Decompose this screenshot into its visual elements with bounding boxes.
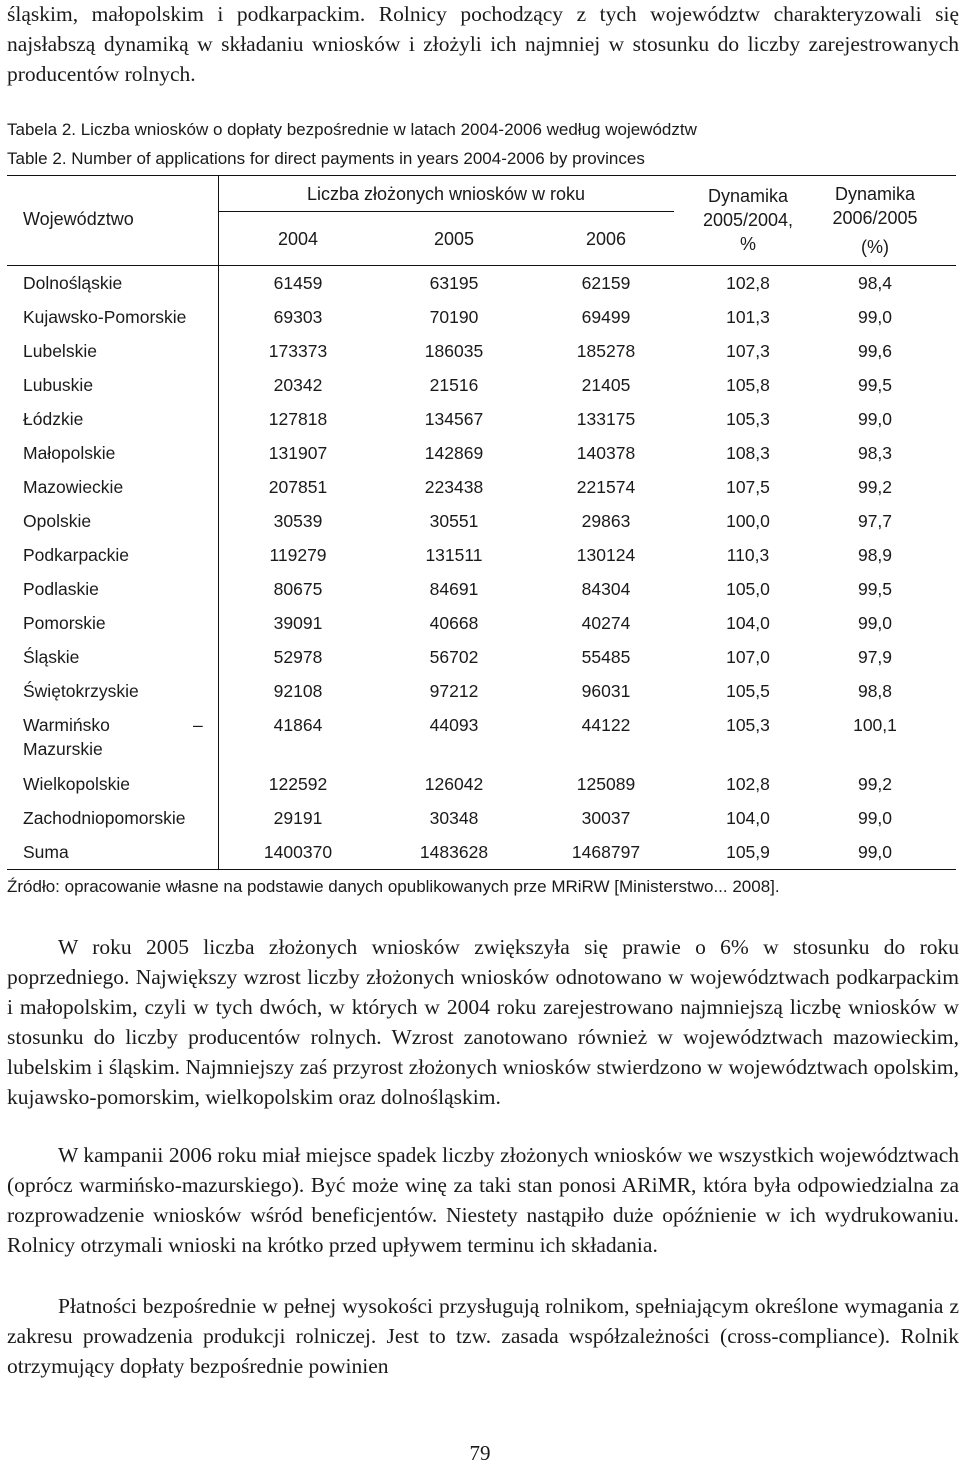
cell-y2006: 140378 [576, 443, 636, 463]
cell-dyn2: 99,2 [857, 774, 893, 794]
cell-y2005: 186035 [424, 341, 484, 361]
header-year-2006: 2006 [585, 229, 627, 249]
province-name: Świętokrzyskie [23, 681, 139, 701]
cell-y2005: 223438 [424, 477, 484, 497]
province-name: Zachodniopomorskie [23, 808, 186, 828]
cell-dyn1: 102,8 [726, 774, 770, 794]
cell-y2006: 69499 [581, 307, 631, 327]
cell-dyn1: 107,5 [726, 477, 770, 497]
header-dynamics-2005-line1: Dynamika [707, 186, 789, 206]
cell-dyn1: 108,3 [726, 443, 770, 463]
cell-y2005: 63195 [429, 273, 479, 293]
cell-dyn2: 98,3 [857, 443, 893, 463]
cell-y2006: 40274 [581, 613, 631, 633]
cell-dyn1: 110,3 [726, 545, 770, 565]
province-name: Mazowieckie [23, 477, 124, 497]
cell-y2006: 84304 [581, 579, 631, 599]
cell-y2004: 80675 [273, 579, 323, 599]
header-group: Liczba złożonych wniosków w roku [306, 184, 586, 204]
province-name: Opolskie [23, 511, 92, 531]
cell-y2006: 125089 [576, 774, 636, 794]
table-row [0, 801, 960, 835]
table-row [0, 708, 960, 767]
province-name: Podlaskie [23, 579, 99, 599]
cell-dyn2: 98,9 [857, 545, 893, 565]
cell-dyn2: 98,4 [857, 273, 893, 293]
cell-y2006: 185278 [576, 341, 636, 361]
body-paragraph-1: W roku 2005 liczba złożonych wniosków zwiększyła się prawie o 6% w stosunku do roku poprzedniego. Największy wzrost liczby złożonych wniosków odnotowano w województwach podkarpackim i małopolskim, czyli w tych dwóch, w których w 2004 roku zarejestrowano najmniejszą liczbę wniosków w stosunku do liczby producentów rolnych. Wzrost zanotowano również w województwach mazowieckim, lubelskim i śląskim. Najmniejszy zaś przyrost złożonych wniosków stwierdzono w województwach opolskim, kujawsko-pomorskim, wielkopolskim oraz dolnośląskim. [7, 935, 959, 1109]
cell-y2006: 30037 [581, 808, 631, 828]
table-row [0, 266, 960, 300]
header-dynamics-2006-line3: (%) [861, 237, 889, 257]
body-paragraph-2: W kampanii 2006 roku miał miejsce spadek liczby złożonych wniosków we wszystkich województwach (oprócz warmińsko-mazurskiego). Być może winę za taki stan ponosi ARiMR, która była odpowiedzialna za rozprowadzenie wniosków wśród beneficjentów. Niestety nastąpiło duże opóźnienie w ich wydrukowaniu. Rolnicy otrzymali wnioski na krótko przed upływem terminu ich składania. [7, 1143, 959, 1257]
cell-y2005: 131511 [425, 545, 483, 565]
table-row [0, 368, 960, 402]
cell-y2004: 131907 [268, 443, 328, 463]
cell-dyn2: 97,9 [857, 647, 893, 667]
province-name: Warmińsko Mazurskie [23, 715, 110, 759]
province-name: Podkarpackie [23, 545, 130, 565]
province-name-dash: – [193, 715, 203, 735]
province-name: Pomorskie [23, 613, 106, 633]
table-row [0, 767, 960, 801]
cell-y2005: 97212 [429, 681, 479, 701]
cell-dyn2: 99,5 [857, 579, 893, 599]
cell-y2004: 20342 [273, 375, 323, 395]
cell-dyn1: 105,0 [726, 579, 770, 599]
cell-dyn2: 99,0 [857, 409, 893, 429]
cell-y2005: 70190 [429, 307, 479, 327]
table-row [0, 572, 960, 606]
table-row [0, 300, 960, 334]
province-name: Śląskie [23, 647, 80, 667]
body-paragraph-3: Płatności bezpośrednie w pełnej wysokości przysługują rolnikom, spełniającym określone wymagania z zakresu prowadzenia produkcji rolniczej. Jest to tzw. zasada współzależności (cross-compliance). Rolnik otrzymujący dopłaty bezpośrednie powinien [7, 1294, 959, 1378]
cell-y2006: 21405 [581, 375, 631, 395]
cell-dyn1: 105,3 [726, 409, 770, 429]
cell-dyn1: 104,0 [726, 808, 770, 828]
table-row [0, 538, 960, 572]
province-name: Lubuskie [23, 375, 94, 395]
cell-y2005: 142869 [424, 443, 484, 463]
table-row [0, 334, 960, 368]
cell-dyn2: 99,5 [857, 375, 893, 395]
cell-y2006: 44122 [581, 715, 631, 735]
cell-y2005: 56702 [429, 647, 479, 667]
table-row [0, 504, 960, 538]
cell-dyn1: 104,0 [726, 613, 770, 633]
table-row [0, 606, 960, 640]
cell-y2006: 29863 [581, 511, 631, 531]
cell-y2005: 84691 [429, 579, 479, 599]
cell-y2004: 29191 [273, 808, 323, 828]
province-name: Łódzkie [23, 409, 84, 429]
cell-dyn2: 99,0 [857, 307, 893, 327]
cell-y2006: 96031 [581, 681, 631, 701]
cell-y2004: 30539 [273, 511, 323, 531]
table-row [0, 674, 960, 708]
table-source-note: Źródło: opracowanie własne na podstawie danych opublikowanych prze MRiRW [Ministerstwo... 2008]. [7, 877, 780, 896]
province-name: Kujawsko-Pomorskie [23, 307, 187, 327]
header-dynamics-2006-line1: Dynamika [834, 184, 916, 204]
header-dynamics-2005-line2: 2005/2004, [702, 210, 794, 230]
cell-dyn2: 99,6 [857, 341, 893, 361]
cell-dyn2: 97,7 [857, 511, 893, 531]
cell-y2006: 133175 [576, 409, 636, 429]
cell-y2004: 119279 [269, 545, 327, 565]
header-subrule [218, 211, 674, 212]
cell-y2004: 1400370 [263, 842, 333, 862]
table-caption-pl: Tabela 2. Liczba wniosków o dopłaty bezpośrednie w latach 2004-2006 według województw [7, 120, 697, 139]
cell-dyn1: 102,8 [726, 273, 770, 293]
cell-y2004: 207851 [268, 477, 328, 497]
province-name: Lubelskie [23, 341, 97, 361]
header-dynamics-2006 [805, 182, 945, 259]
table-row [0, 402, 960, 436]
cell-dyn2: 99,2 [857, 477, 893, 497]
table-row [0, 835, 960, 869]
cell-y2006: 130124 [576, 545, 636, 565]
cell-y2006: 1468797 [571, 842, 641, 862]
page-number: 79 [469, 1441, 491, 1465]
header-year-2005: 2005 [433, 229, 475, 249]
cell-dyn1: 101,3 [726, 307, 770, 327]
cell-dyn1: 105,8 [726, 375, 770, 395]
cell-dyn1: 107,0 [726, 647, 770, 667]
cell-dyn2: 100,1 [853, 715, 897, 735]
cell-y2005: 30348 [429, 808, 479, 828]
cell-y2004: 69303 [273, 307, 323, 327]
cell-dyn2: 99,0 [857, 842, 893, 862]
province-name: Wielkopolskie [23, 774, 130, 794]
province-name: Małopolskie [23, 443, 116, 463]
table-row [0, 640, 960, 674]
header-dynamics-2005-line3: % [739, 234, 756, 254]
cell-y2005: 134567 [424, 409, 484, 429]
cell-y2005: 40668 [429, 613, 479, 633]
cell-y2004: 39091 [273, 613, 323, 633]
header-year-2004: 2004 [277, 229, 319, 249]
cell-y2006: 221574 [576, 477, 636, 497]
cell-dyn1: 105,9 [726, 842, 770, 862]
cell-y2005: 44093 [429, 715, 479, 735]
header-dynamics-2006-line2: 2006/2005 [832, 208, 918, 228]
table-top-rule [7, 175, 956, 176]
cell-y2004: 41864 [273, 715, 323, 735]
province-name: Suma [23, 842, 69, 862]
cell-y2005: 1483628 [419, 842, 489, 862]
cell-dyn2: 99,0 [857, 808, 893, 828]
cell-y2005: 21516 [429, 375, 479, 395]
header-province: Województwo [23, 209, 134, 229]
cell-y2004: 61459 [273, 273, 323, 293]
cell-y2004: 122592 [268, 774, 328, 794]
cell-dyn1: 107,3 [726, 341, 770, 361]
cell-dyn1: 105,5 [726, 681, 770, 701]
cell-y2006: 55485 [581, 647, 631, 667]
cell-y2006: 62159 [581, 273, 631, 293]
cell-y2004: 52978 [273, 647, 323, 667]
cell-y2004: 92108 [273, 681, 323, 701]
cell-y2005: 126042 [424, 774, 484, 794]
intro-paragraph: śląskim, małopolskim i podkarpackim. Rolnicy pochodzący z tych województw charakteryzowali się najsłabszą dynamiką w składaniu wniosków i złożyli ich najmniej w stosunku do liczby zarejestrowanych producentów rolnych. [7, 2, 959, 86]
header-dynamics-2005 [676, 184, 820, 256]
cell-dyn2: 99,0 [857, 613, 893, 633]
cell-dyn1: 100,0 [726, 511, 770, 531]
province-name: Dolnośląskie [23, 273, 123, 293]
table-bottom-rule [7, 869, 956, 870]
cell-y2005: 30551 [429, 511, 479, 531]
table-caption-en: Table 2. Number of applications for direct payments in years 2004-2006 by provinces [7, 149, 645, 168]
cell-y2004: 173373 [268, 341, 328, 361]
cell-y2004: 127818 [268, 409, 328, 429]
cell-dyn2: 98,8 [857, 681, 893, 701]
table-row [0, 436, 960, 470]
cell-dyn1: 105,3 [726, 715, 770, 735]
table-row [0, 470, 960, 504]
